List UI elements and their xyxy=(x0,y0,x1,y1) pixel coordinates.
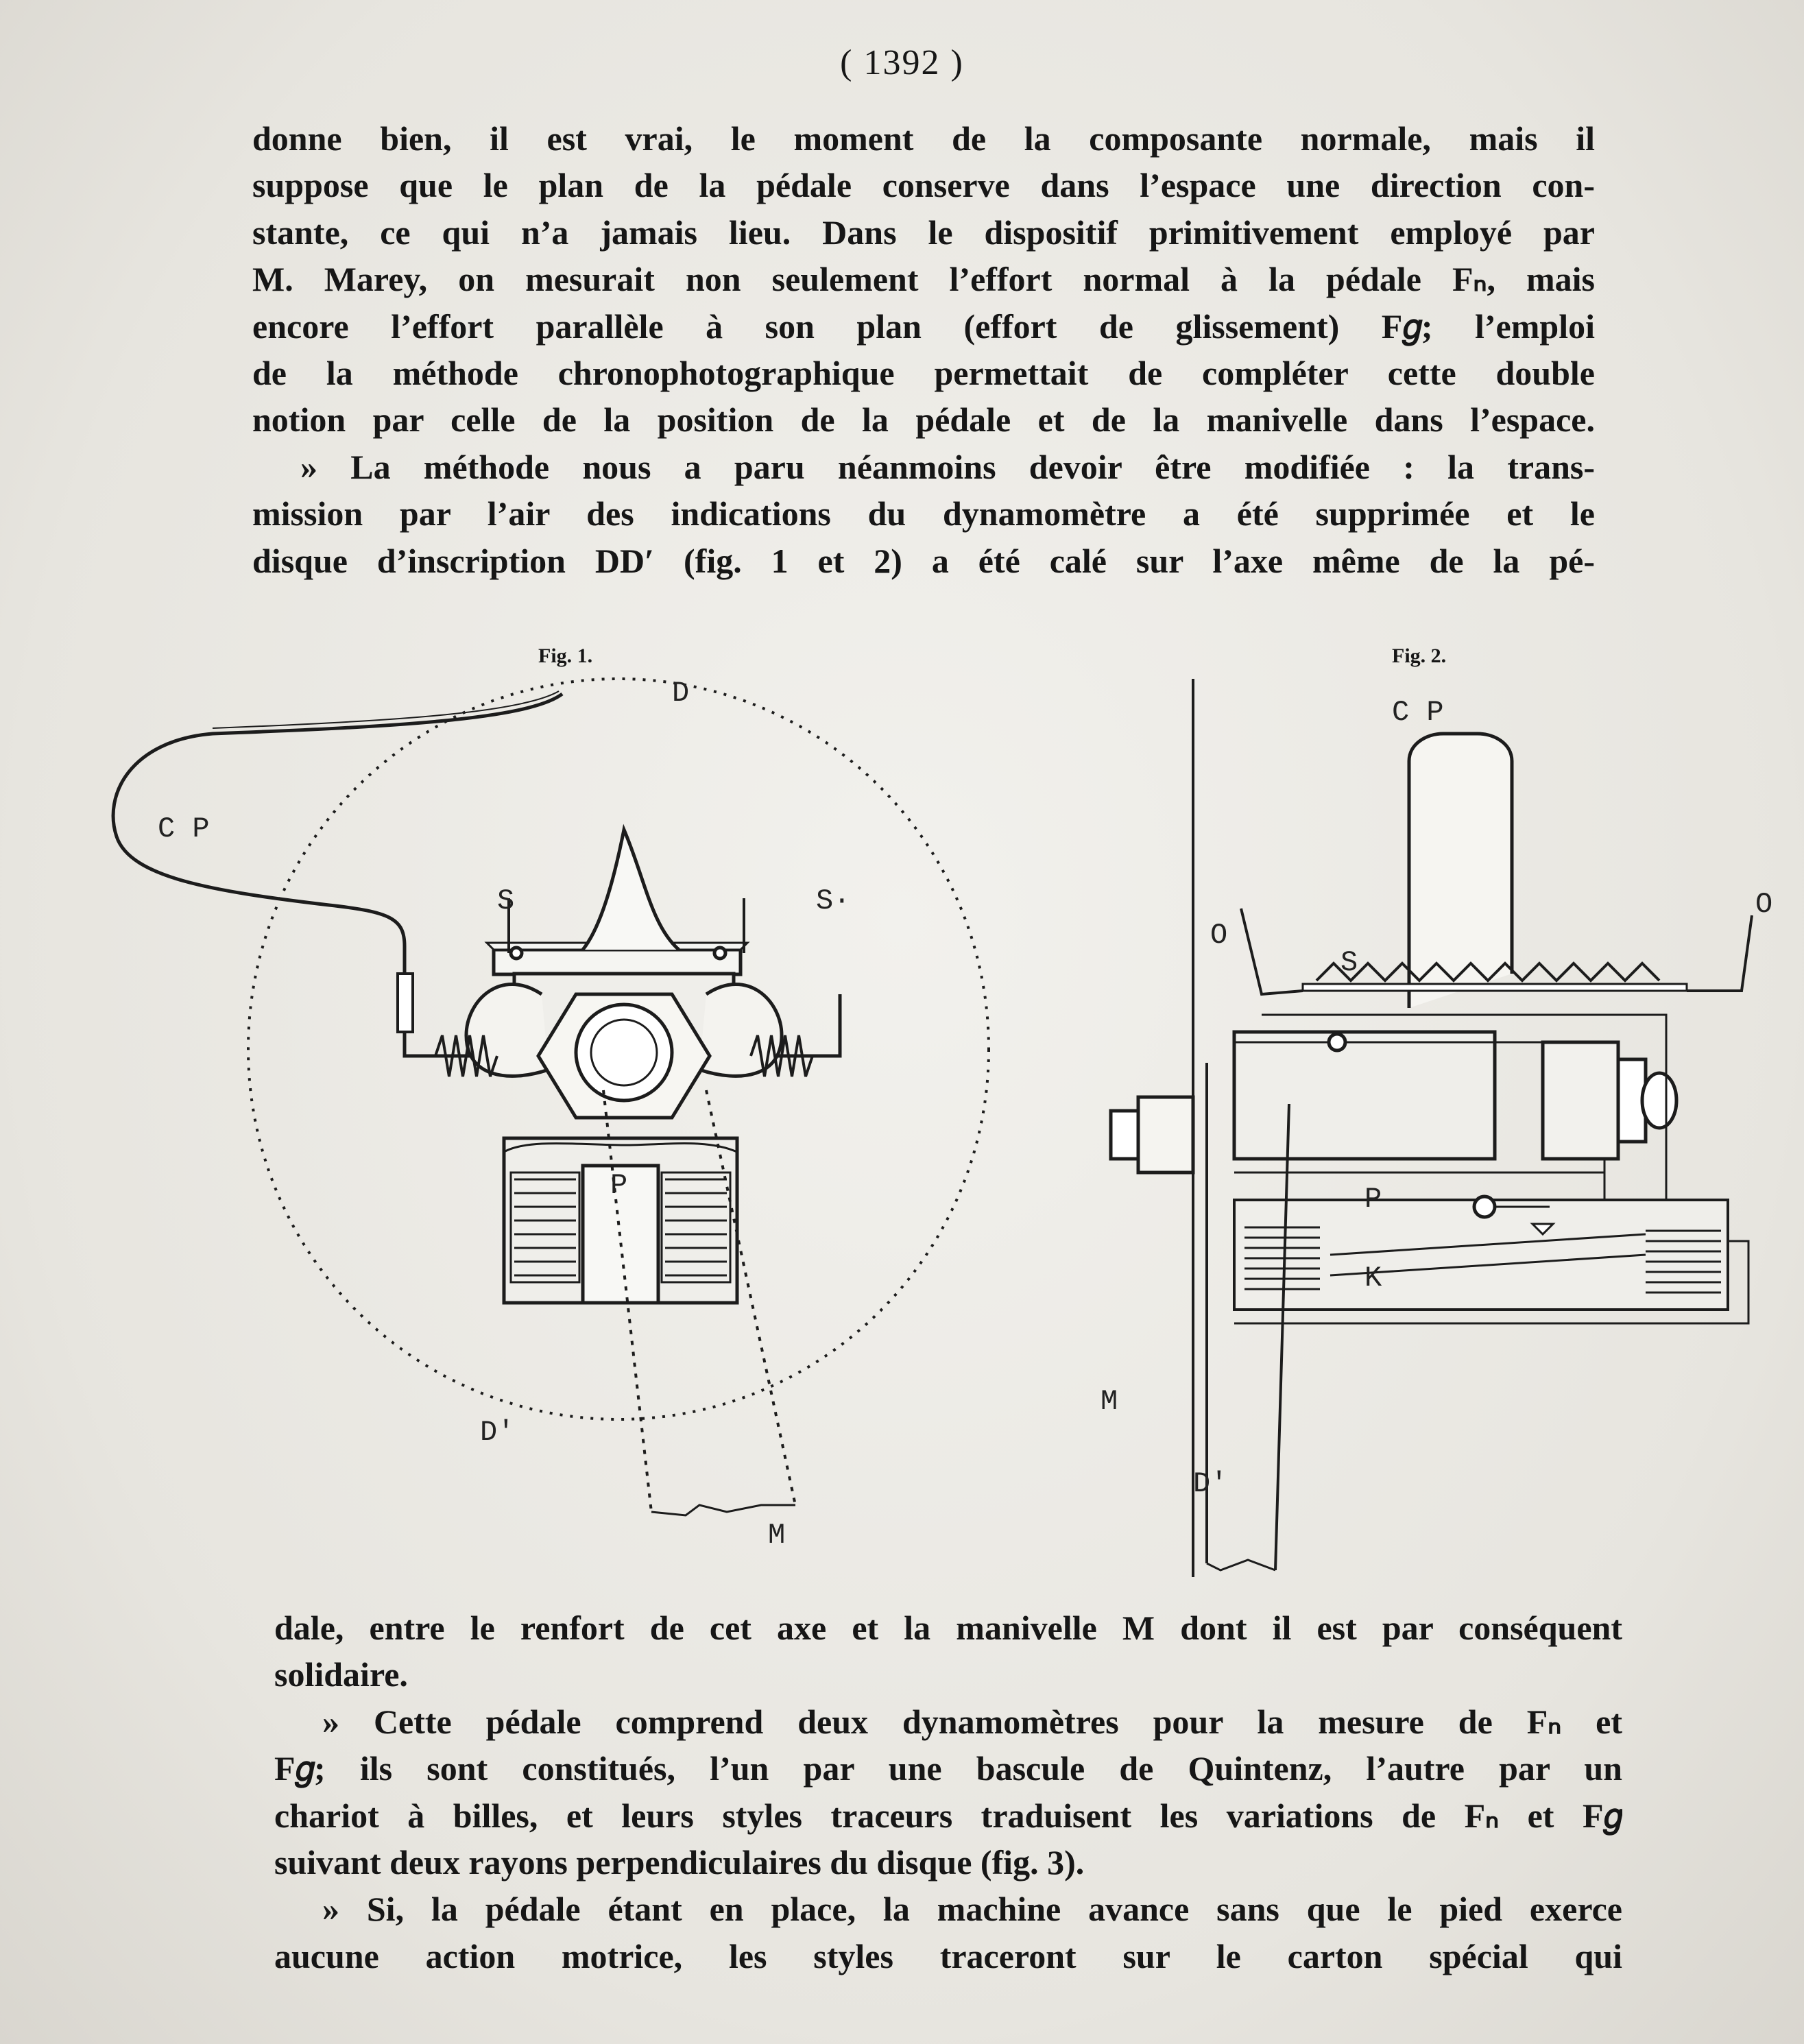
fig2-label-o-left: O xyxy=(1210,919,1228,952)
text-line: suivant deux rayons perpendiculaires du disque (fig. 3). xyxy=(274,1842,1085,1881)
fig2-label-k: K xyxy=(1364,1262,1382,1295)
fig1-label-d-prime: D′ xyxy=(480,1416,515,1449)
text-line: donne bien, il est vrai, le moment de la composante normale, mais il xyxy=(252,119,1595,158)
fig1-label-p: P xyxy=(610,1169,628,1202)
text-line: » Si, la pédale étant en place, la machine avance sans que le pied exerce xyxy=(322,1890,1622,1929)
page-number: ( 1392 ) xyxy=(840,43,964,82)
text-line: notion par celle de la position de la pédale et de la manivelle dans l’espace. xyxy=(252,400,1595,440)
text-line: » La méthode nous a paru néanmoins devoir être modifiée : la trans- xyxy=(300,447,1595,486)
figure-2-pedal-side xyxy=(1070,679,1783,1577)
text-line: dale, entre le renfort de cet axe et la manivelle M dont il est par conséquent xyxy=(274,1609,1622,1647)
cp-upright xyxy=(1409,734,1512,1008)
text-line: aucune action motrice, les styles traceront sur le carton spécial qui xyxy=(274,1936,1622,1975)
text-line: mission par l’air des indications du dynamomètre a été supprimée et le xyxy=(252,494,1595,533)
fig2-label-cp: C P xyxy=(1392,696,1444,729)
text-line: disque d’inscription DD′ (fig. 1 et 2) a été calé sur l’axe même de la pé- xyxy=(252,541,1595,580)
text-line: de la méthode chronophotographique permettait de compléter cette double xyxy=(252,353,1595,392)
text-line: encore l’effort parallèle à son plan (effort de glissement) F𝑔; l’emploi xyxy=(252,306,1595,346)
fig2-label-m: M xyxy=(1101,1385,1118,1418)
fig1-caption: Fig. 1. xyxy=(538,645,593,667)
body-text-top xyxy=(252,115,1595,584)
spring-right xyxy=(1646,1231,1721,1292)
text-line: M. Marey, on mesurait non seulement l’effort normal à la pédale Fₙ, mais xyxy=(252,260,1595,299)
fig1-label-s-left: S xyxy=(497,885,515,917)
text-line: chariot à billes, et leurs styles traceurs traduisent les variations de Fₙ et F𝑔 xyxy=(274,1796,1622,1835)
fig2-label-o-right: O xyxy=(1755,888,1773,921)
fig2-label-p: P xyxy=(1364,1183,1382,1216)
fig1-label-m: M xyxy=(768,1519,786,1552)
text-line: » Cette pédale comprend deux dynamomètres pour la mesure de Fₙ et xyxy=(322,1702,1622,1741)
text-line: F𝑔; ils sont constitués, l’un par une bascule de Quintenz, l’autre par un xyxy=(274,1749,1622,1788)
spring-left xyxy=(1244,1227,1320,1289)
text-line: suppose que le plan de la pédale conserve dans l’espace une direction con- xyxy=(252,166,1595,205)
text-line: solidaire. xyxy=(274,1655,408,1694)
fig1-label-d: D xyxy=(672,677,690,710)
body-text-bottom xyxy=(274,1604,1622,1980)
fig1-label-cp: C P xyxy=(158,813,210,845)
fig2-caption: Fig. 2. xyxy=(1392,645,1447,667)
right-lobe xyxy=(699,984,782,1076)
text-line: stante, ce qui n’a jamais lieu. Dans le dispositif primitivement employé par xyxy=(252,213,1595,252)
fig2-label-s: S xyxy=(1340,946,1358,979)
fig2-label-d-prime: D′ xyxy=(1193,1467,1228,1500)
fig1-label-s-right: S· xyxy=(816,885,851,917)
figure-1-pedal-front xyxy=(103,672,1172,1563)
